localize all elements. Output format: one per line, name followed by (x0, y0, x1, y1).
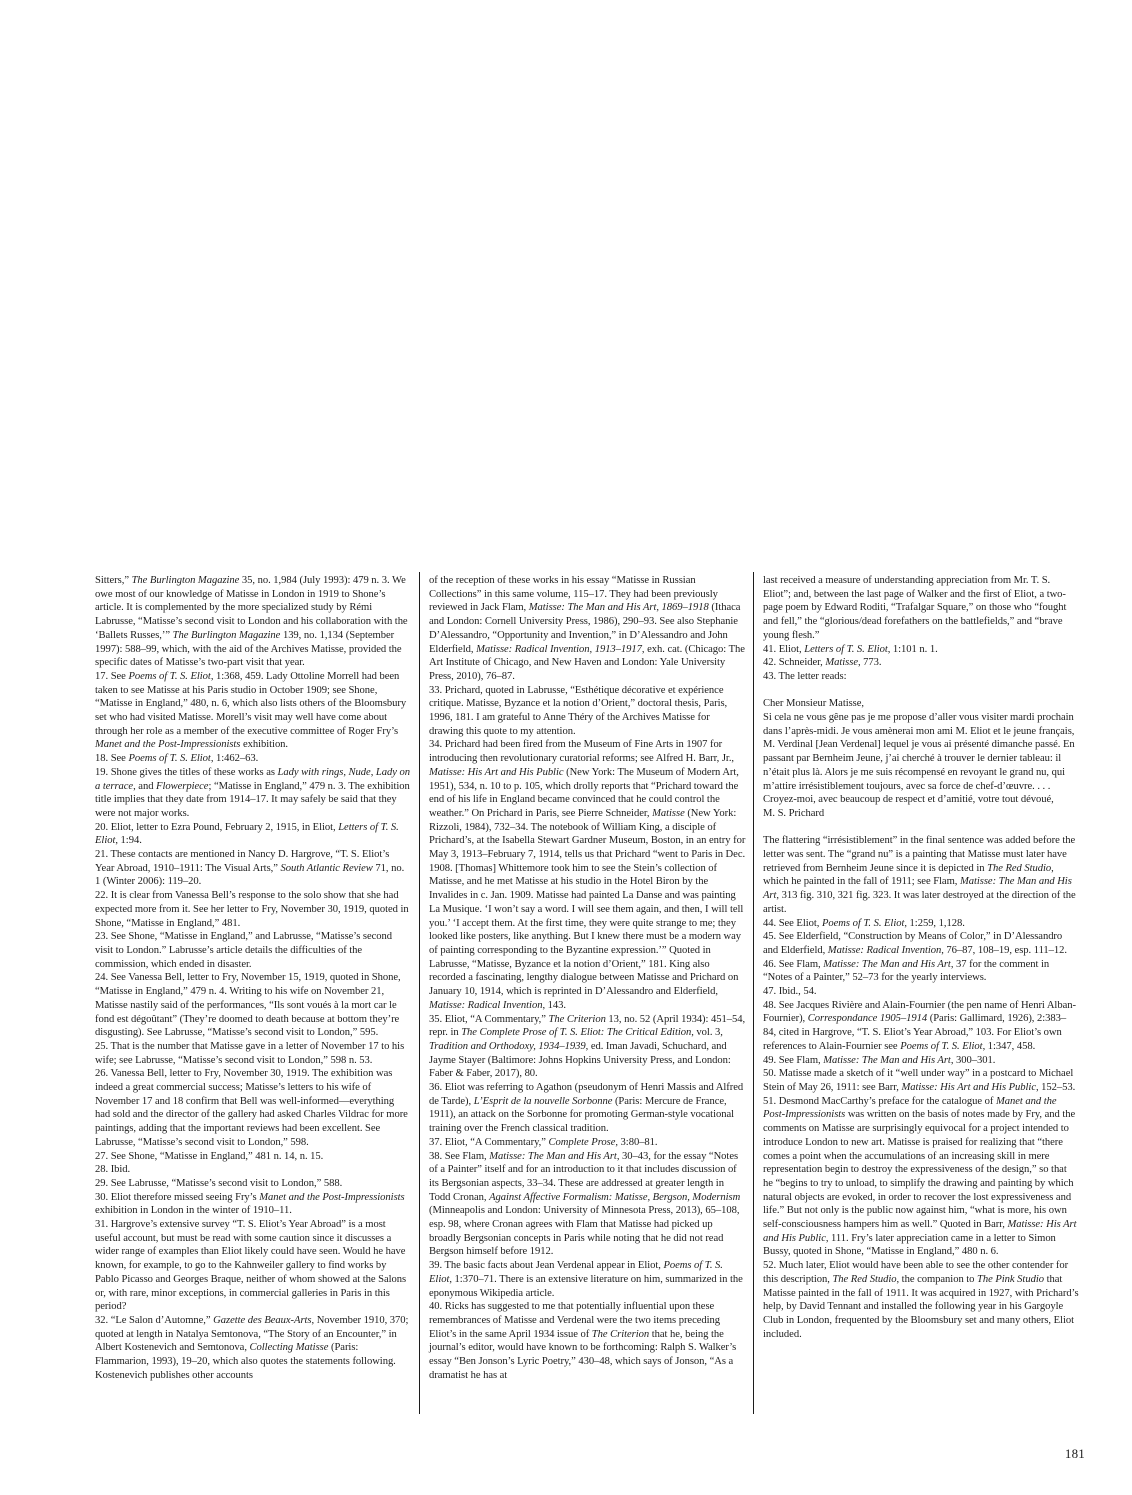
footnote-paragraph: 49. See Flam, Matisse: The Man and His Art, 300–301. (763, 1054, 996, 1066)
footnote-paragraph: 31. Hargrove’s extensive survey “T. S. Eliot’s Year Abroad” is a most useful account, but must be read with some caution since it discusses a wider range of examples than Eliot likely could have seen. Would he have known, for example, to go to the Kahnweiler gallery to find works by Pablo Picasso and Georges Braque, neither of whom showed at the Salons or, with rare, minor exceptions, in commercial galleries in Paris in this period? (95, 1219, 407, 1313)
footnote-paragraph: 28. Ibid. (95, 1164, 131, 1176)
footnote-paragraph: 27. See Shone, “Matisse in England,” 481 n. 14, n. 15. (95, 1150, 324, 1162)
footnote-paragraph: 34. Prichard had been fired from the Museum of Fine Arts in 1907 for introducing then revolutionary curatorial reforms; see Alfred H. Barr, Jr., Matisse: His Art and His Public (New York: The Museum of Modern Art, 1951), 534, n. 10 to p. 105, which drolly reports that “Prichard toward the end of his life in England became convinced that he could control the weather.” On Prichard in Paris, see Pierre Schneider, Matisse (New York: Rizzoli, 1984), 732–34. The notebook of William King, a disciple of Prichard’s, at the Isabella Stewart Gardner Museum, Boston, in an entry for May 3, 1913–February 7, 1914, tells us that Prichard “went to Paris in Dec. 1908. [Thomas] Whittemore took him to see the Stein’s collection of Matisse, and he met Matisse at his studio in the Hotel Biron by the Invalides in c. Jan. 1909. Matisse had painted La Danse and was painting La Musique. ‘I won’t say a word. I will see them again, and then, I will tell you.’ ‘I accept them. At the first time, they were quite strange to me; they looked like posters, like anything. But I knew there must be a modern way of painting corresponding to the Byzantine expression.’” Quoted in Labrusse, “Matisse, Byzance et la notion d’Orient,” 181. King also recorded a fascinating, lengthy dialogue between Matisse and Prichard on January 10, 1914, which is reprinted in D’Alessandro and Elderfield, Matisse: Radical Invention, 143. (429, 739, 746, 1011)
footnote-paragraph: 48. See Jacques Rivière and Alain-Fournier (the pen name of Henri Alban-Fournier), Correspondance 1905–1914 (Paris: Gallimard, 1926), 2:383–84, cited in Hargrove, “T. S. Eliot’s Year Abroad,” 103. For Eliot’s own references to Alain-Fournier see Poems of T. S. Eliot, 1:347, 458. (763, 999, 1076, 1052)
footnote-paragraph: 32. “Le Salon d’Automne,” Gazette des Beaux-Arts, November 1910, 370; quoted at length in Natalya Semtonova, “The Story of an Encounter,” in Albert Kostenevich and Semtonova, Collecting Matisse (Paris: Flammarion, 1993), 19–20, which also quotes the statements following. Kostenevich publishes other accounts (95, 1314, 409, 1381)
page-number: 181 (1064, 1446, 1085, 1461)
footnote-paragraph: Sitters,” The Burlington Magazine 35, no. 1,984 (July 1993): 479 n. 3. We owe most of our knowledge of Matisse in London in 1919 to Shone’s article. It is complemented by the more specialized study by Rémi Labrusse, “Matisse’s second visit to London and his collaboration with the ‘Ballets Russes,’” The Burlington Magazine 139, no. 1,134 (September 1997): 588–99, which, with the aid of the Archives Matisse, provided the specific dates of Matisse’s two-part visit that year. (95, 575, 408, 669)
footnote-paragraph: 41. Eliot, Letters of T. S. Eliot, 1:101 n. 1. (763, 643, 938, 655)
footnote-paragraph: 50. Matisse made a sketch of it “well under way” in a postcard to Michael Stein of May 26, 1911: see Barr, Matisse: His Art and His Public, 152–53. (763, 1068, 1076, 1093)
footnote-paragraph: 24. See Vanessa Bell, letter to Fry, November 15, 1919, quoted in Shone, “Matisse in England,” 479 n. 4. Writing to his wife on November 21, Matisse nastily said of the performances, “Ils sont voués à la mort car le fond est dégoûtant” (They’re doomed to death because at bottom they’re disgusting). See Labrusse, “Matisse’s second visit to London,” 595. (95, 972, 401, 1039)
footnote-paragraph: Si cela ne vous gêne pas je me propose d’aller vous visiter mardi prochain dans l’après-midi. Je vous amènerai mon ami M. Eliot et le jeune français, M. Verdinal [Jean Verdenal] lequel je vous ai présenté dimanche passé. En passant par Bernheim Jeune, j’ai cherché à trouver le dernier tableau: il n’était plus là. Alors je me suis récompensé en revoyant le grand nu, qui m’attire irrésistiblement toujours, avec sa force de chef-d’œuvre. . . . Croyez-moi, avec beaucoup de respect et d’amitié, votre tout dévoué, (763, 712, 1075, 806)
footnote-paragraph: 42. Schneider, Matisse, 773. (763, 657, 882, 669)
footnote-paragraph: 21. These contacts are mentioned in Nancy D. Hargrove, “T. S. Eliot’s Year Abroad, 1910–1911: The Visual Arts,” South Atlantic Review 71, no. 1 (Winter 2006): 119–20. (95, 849, 405, 888)
footnote-paragraph: 36. Eliot was referring to Agathon (pseudonym of Henri Massis and Alfred de Tarde), L’Esprit de la nouvelle Sorbonne (Paris: Mercure de France, 1911), an attack on the Sorbonne for promoting German-style vocational training over the French classical tradition. (429, 1082, 744, 1135)
footnote-paragraph: 29. See Labrusse, “Matisse’s second visit to London,” 588. (95, 1177, 343, 1189)
footnote-paragraph: M. S. Prichard (763, 807, 825, 819)
footnote-paragraph: 37. Eliot, “A Commentary,” Complete Prose, 3:80–81. (429, 1136, 658, 1148)
endnotes-column-3 (763, 574, 1079, 1341)
footnote-paragraph: last received a measure of understanding appreciation from Mr. T. S. Eliot”; and, between the last page of Walker and the first of Eliot, a two-page poem by Edward Roditi, “Trafalgar Square,” on those who “fought and fell,” the “glorious/dead forefathers on the battlefields,” and “brave young flesh.” (763, 575, 1067, 641)
footnote-paragraph: 43. The letter reads: (763, 670, 847, 682)
column-divider-rule (419, 572, 420, 1414)
footnote-paragraph: 17. See Poems of T. S. Eliot, 1:368, 459. Lady Ottoline Morrell had been taken to see Matisse at his Paris studio in October 1909; see Shone, “Matisse in England,” 480, n. 6, which also lists others of the Bloomsbury set who had visited Matisse. Morell’s visit may well have come about through her role as a member of the executive committee of Roger Fry’s Manet and the Post-Impressionists exhibition. (95, 670, 407, 751)
footnote-paragraph: 38. See Flam, Matisse: The Man and His Art, 30–43, for the essay “Notes of a Painter” itself and for an introduction to it that includes discussion of its Bergsonian aspects, 33–34. These are addressed at greater length in Todd Cronan, Against Affective Formalism: Matisse, Bergson, Modernism (Minneapolis and London: University of Minnesota Press, 2013), 65–108, esp. 98, where Cronan agrees with Flam that Matisse had picked up broadly Bergsonian concepts in Paris while noting that he did not read Bergson himself before 1912. (429, 1150, 741, 1258)
endnotes-column-1 (95, 574, 410, 1382)
footnote-paragraph: 19. Shone gives the titles of these works as Lady with rings, Nude, Lady on a terrace, and Flowerpiece; “Matisse in England,” 479 n. 3. The exhibition title implies that they date from 1914–17. It may safely be said that they were not major works. (95, 766, 410, 819)
footnote-paragraph: 26. Vanessa Bell, letter to Fry, November 30, 1919. The exhibition was indeed a great commercial success; Matisse’s letters to his wife of November 17 and 18 confirm that Bell was well-informed—everything had sold and the director of the gallery had asked Charles Vildrac for more paintings, adding that the important reviews had been excellent. See Labrusse, “Matisse’s second visit to London,” 598. (95, 1068, 408, 1148)
footnote-paragraph: 51. Desmond MacCarthy’s preface for the catalogue of Manet and the Post-Impressionists was written on the basis of notes made by Fry, and the comments on Matisse are surprisingly equivocal for a project intended to introduce London to new art. Matisse is praised for realizing that “there comes a point when the accumulations of an increasing skill in mere representation begin to destroy the expressiveness of the design,” so that he “begins to try to unload, to simplify the drawing and painting by which natural objects are evoked, in order to recover the lost expressiveness and life.” But not only is the public now against him, “what is more, his own self-consciousness hampers him as well.” Quoted in Barr, Matisse: His Art and His Public, 111. Fry’s later appreciation came in a letter to Simon Bussy, quoted in Shone, “Matisse in England,” 480 n. 6. (763, 1095, 1077, 1258)
footnote-paragraph: 44. See Eliot, Poems of T. S. Eliot, 1:259, 1,128. (763, 917, 965, 929)
paragraph-spacer (763, 684, 1079, 698)
footnote-paragraph: 45. See Elderfield, “Construction by Means of Color,” in D’Alessandro and Elderfield, Matisse: Radical Invention, 76–87, 108–19, esp. 111–12. (763, 931, 1068, 956)
column-divider-rule (753, 572, 754, 1414)
footnote-paragraph: 18. See Poems of T. S. Eliot, 1:462–63. (95, 753, 259, 765)
footnote-paragraph: 33. Prichard, quoted in Labrusse, “Esthétique décorative et expérience critique. Matisse, Byzance et la notion d’Orient,” doctoral thesis, Paris, 1996, 181. I am grateful to Anne Théry of the Archives Matisse for drawing this quote to my attention. (429, 684, 728, 737)
footnote-paragraph: 47. Ibid., 54. (763, 986, 817, 998)
footnote-paragraph: 25. That is the number that Matisse gave in a letter of November 17 to his wife; see Labrusse, “Matisse’s second visit to London,” 598 n. 53. (95, 1040, 405, 1066)
footnote-paragraph: 46. See Flam, Matisse: The Man and His Art, 37 for the comment in “Notes of a Painter,” 52–73 for the yearly interviews. (763, 958, 1050, 984)
footnote-paragraph: 23. See Shone, “Matisse in England,” and Labrusse, “Matisse’s second visit to London.” Labrusse’s article details the difficulties of the commission, which ended in disaster. (95, 931, 392, 970)
footnote-paragraph: 22. It is clear from Vanessa Bell’s response to the solo show that she had expected more from it. See her letter to Fry, November 30, 1919, quoted in Shone, “Matisse in England,” 481. (95, 890, 409, 929)
footnote-paragraph: 20. Eliot, letter to Ezra Pound, February 2, 1915, in Eliot, Letters of T. S. Eliot, 1:94. (95, 821, 399, 847)
footnote-paragraph: 39. The basic facts about Jean Verdenal appear in Eliot, Poems of T. S. Eliot, 1:370–71. There is an extensive literature on him, summarized in the eponymous Wikipedia article. (429, 1260, 743, 1299)
footnote-paragraph: 40. Ricks has suggested to me that potentially influential upon these remembrances of Matisse and Verdenal were the two items preceding Eliot’s in the same April 1934 issue of The Criterion that he, being the journal’s editor, would have known to be forthcoming: Ralph S. Walker’s essay “Ben Jonson’s Lyric Poetry,” 430–48, which says of Jonson, “As a dramatist he has at (429, 1301, 737, 1381)
paragraph-spacer (763, 821, 1079, 835)
footnote-paragraph: 35. Eliot, “A Commentary,” The Criterion 13, no. 52 (April 1934): 451–54, repr. in The Complete Prose of T. S. Eliot: The Critical Edition, vol. 3, Tradition and Orthodoxy, 1934–1939, ed. Iman Javadi, Schuchard, and Jayme Stayer (Baltimore: Johns Hopkins University Press, and London: Faber & Faber, 2017), 80. (429, 1013, 746, 1080)
footnote-paragraph: The flattering “irrésistiblement” in the final sentence was added before the letter was sent. The “grand nu” is a painting that Matisse must later have retrieved from Bernheim Jeune since it is depicted in The Red Studio, which he painted in the fall of 1911; see Flam, Matisse: The Man and His Art, 313 fig. 310, 321 fig. 323. It was later destroyed at the direction of the artist. (763, 835, 1076, 915)
footnote-paragraph: Cher Monsieur Matisse, (763, 698, 864, 710)
footnote-paragraph: of the reception of these works in his essay “Matisse in Russian Collections” in this same volume, 115–17. They had been previously reviewed in Jack Flam, Matisse: The Man and His Art, 1869–1918 (Ithaca and London: Cornell University Press, 1986), 290–93. See also Stephanie D’Alessandro, “Opportunity and Invention,” in D’Alessandro and John Elderfield, Matisse: Radical Invention, 1913–1917, exh. cat. (Chicago: The Art Institute of Chicago, and New Haven and London: Yale University Press, 2010), 76–87. (429, 575, 745, 682)
footnote-paragraph: 52. Much later, Eliot would have been able to see the other contender for this description, The Red Studio, the companion to The Pink Studio that Matisse painted in the fall of 1911. It was acquired in 1927, with Prichard’s help, by David Tennant and installed the following year in his Gargoyle Club in London, frequented by the Bloomsbury set and many others, Eliot included. (763, 1260, 1079, 1340)
footnote-paragraph: 30. Eliot therefore missed seeing Fry’s Manet and the Post-Impressionists exhibition in London in the winter of 1910–11. (95, 1191, 405, 1217)
endnotes-column-2 (429, 574, 746, 1382)
